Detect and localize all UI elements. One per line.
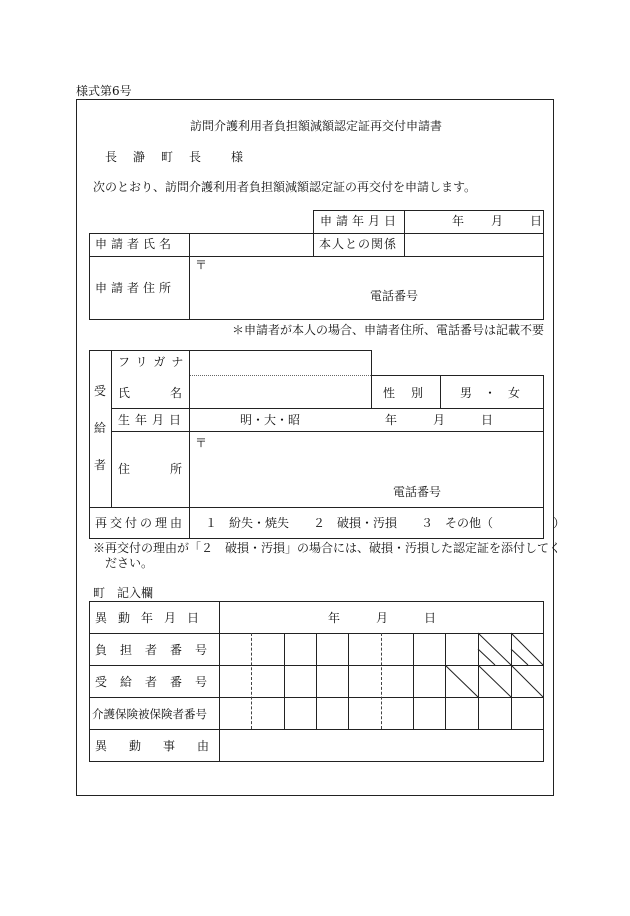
applicant-postal-mark: 〒: [195, 258, 208, 272]
recipient-name-label: 氏 名: [118, 386, 184, 400]
reissue-note-line-1: ※再交付の理由が「２ 破損・汚損」の場合には、破損・汚損した認定証を添付してく: [93, 541, 562, 555]
applicant-note: ＊申請者が本人の場合、申請者住所、電話番号は記載不要: [232, 323, 545, 337]
burden-number-label: 負担者番号: [95, 643, 221, 657]
insured-number-label: 介護保険被保険者番号: [92, 707, 207, 721]
reissue-note-line-2: ださい。: [105, 556, 154, 570]
reissue-reason-options[interactable]: １ 紛失・焼失 ２ 破損・汚損 ３ その他（ ）: [205, 516, 566, 530]
applicant-phone-label: 電話番号: [370, 289, 419, 303]
recipient-group-char-2: 給: [94, 421, 107, 435]
intro-text: 次のとおり、訪問介護利用者負担額減額認定証の再交付を申請します。: [93, 180, 477, 194]
recipient-number-label: 受給者番号: [95, 675, 221, 689]
recipient-group-char-3: 者: [94, 458, 107, 472]
change-reason-field[interactable]: [220, 730, 543, 761]
application-date-field[interactable]: 年 月 日: [452, 214, 544, 228]
applicant-address-label: 申請者住所: [95, 281, 176, 295]
form-title: 訪問介護利用者負担額減額認定証再交付申請書: [190, 119, 443, 133]
relation-label: 本人との関係: [319, 237, 398, 251]
gender-options[interactable]: 男 ・ 女: [460, 386, 521, 400]
birth-date-field[interactable]: 年 月 日: [385, 413, 494, 427]
era-options[interactable]: 明・大・昭: [240, 413, 301, 427]
form-number: 様式第6号: [76, 84, 132, 98]
recipient-postal-mark: 〒: [195, 436, 208, 450]
applicant-name-label: 申請者氏名: [95, 237, 176, 251]
addressee: 長 瀞 町 長 様: [105, 150, 246, 164]
town-section-label: 町 記入欄: [93, 586, 154, 600]
change-reason-label: 異動事由: [95, 739, 232, 753]
furigana-label: フリガナ: [118, 355, 190, 369]
change-date-label: 異動年月日: [95, 611, 211, 625]
application-date-label: 申請年月日: [320, 214, 401, 228]
recipient-phone-label: 電話番号: [393, 485, 442, 499]
recipient-address-label: 住 所: [118, 462, 184, 476]
reissue-reason-label: 再交付の理由: [95, 516, 186, 530]
gender-label: 性 別: [383, 386, 426, 400]
birth-date-label: 生年月日: [118, 413, 187, 427]
change-date-field[interactable]: 年 月 日: [328, 611, 437, 625]
recipient-group-char-1: 受: [94, 384, 107, 398]
